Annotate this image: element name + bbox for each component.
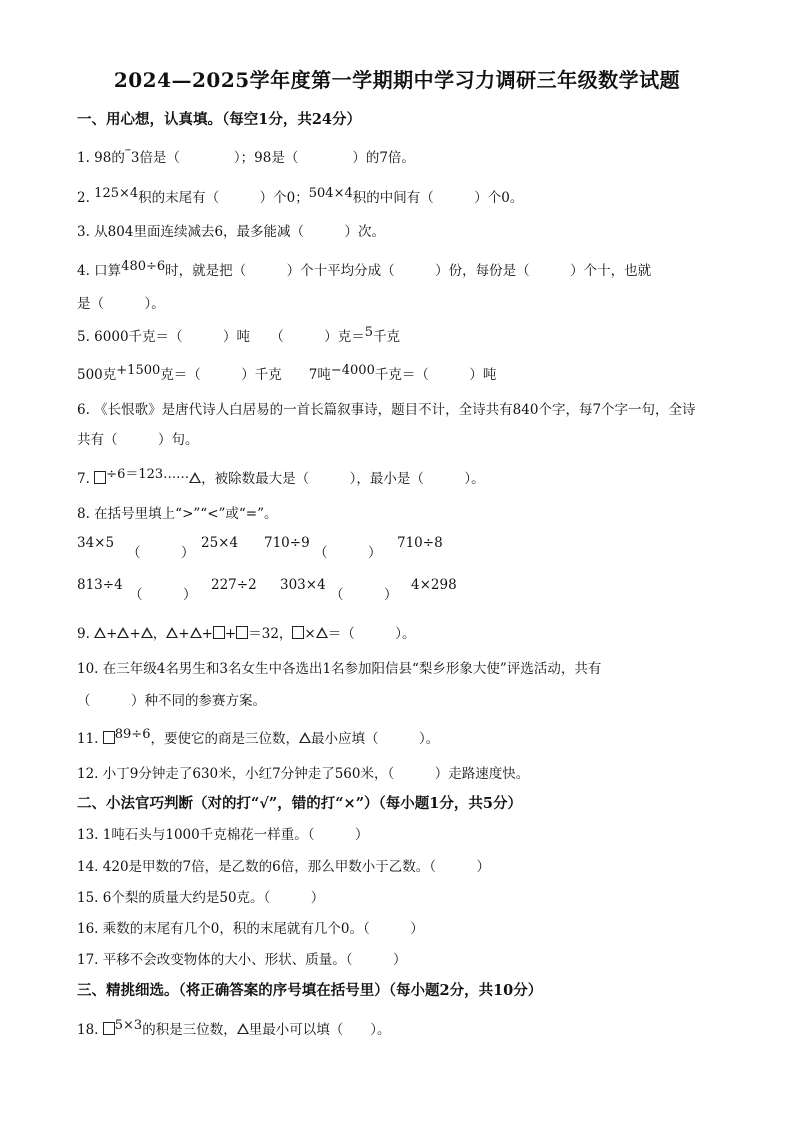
section-2-heading: 二、小法官巧判断（对的打“√”，错的打“×”）（每小题1分，共5分） bbox=[77, 795, 522, 812]
triangle-icon bbox=[237, 1023, 249, 1034]
question-14: 14. 420是甲数的7倍，是乙数的6倍，那么甲数小于乙数。（ ） bbox=[77, 859, 490, 875]
exam-page: 2024—2025学年度第一学期期中学习力调研三年级数学试题 一、用心想，认真填。（每空1分，共24分） 1. 98的⁗3倍是（ ）；98是（ ）的7倍。 2. 125×4积的末尾有（ ）个0；504×4积的中间有（ ）个0。 3. 从804里面连续减去6，最多能减（ ）次。 4. 口算480÷6时，就是把（ ）个十平均分成（ ）份，每份是（ ）个十，也就 是（ ）。 5. 6000千克＝（ ）吨 （ ）克＝5千克 500克+1500克＝（ ）千克 7吨−4000千克＝（ ）吨 6. 《长恨歌》是唐代诗人白居易的一首长篇叙事诗，题目不计，全诗共有840个字，每7个字一句，全诗 共有（ ）句。 7. ÷6＝123…… ，被除数最大是（ ），最小是（ ）。 8. 在括号里填上“>”“<”或“=”。 34×5 （ ） 25×4 710÷9 （ ） 710÷8 813÷4 （ ） 227÷2 303×4 （ ） 4×298 9. + + ， + + + ＝32， × ＝（ ）。 10. 在三年级4名男生和3名女生中各选出1名参加阳信县“梨乡形象大使”评选活动，共有 （ ）种不同的参赛方案。 11. 89÷6，要使它的商是三位数， 最小应填（ ）。 12. 小丁9分钟走了630米，小红7分钟走了560米，（ ）走路速度快。 二、小法官巧判断（对的打“√”，错的打“×”）（每小题1分，共5分） 13. 1吨石头与1000千克棉花一样重。（ ） 14. 420是甲数的7倍，是乙数的6倍，那么甲数小于乙数。（ ） 15. 6个梨的质量大约是50克。（ ） 16. 乘数的末尾有几个0，积的末尾就有几个0。（ ） 17. 平移不会改变物体的大小、形状、质量。（ ） 三、精挑细选。（将正确答案的序号填在括号里）（每小题2分，共10分） 18. 5×3的积是三位数， 里最小可以填（ ）。 bbox=[0, 0, 794, 1123]
triangle-icon bbox=[189, 472, 201, 483]
question-4-line-2: 是（ ）。 bbox=[77, 296, 165, 312]
triangle-icon bbox=[190, 627, 202, 638]
question-9: 9. + + ， + + + ＝32， × ＝（ ）。 bbox=[77, 626, 416, 642]
triangle-icon bbox=[299, 732, 311, 743]
square-box-icon bbox=[292, 626, 304, 639]
question-8-label: 8. 在括号里填上“>”“<”或“=”。 bbox=[77, 506, 278, 522]
question-12: 12. 小丁9分钟走了630米，小红7分钟走了560米，（ ）走路速度快。 bbox=[77, 766, 530, 782]
question-3: 3. 从804里面连续减去6，最多能减（ ）次。 bbox=[77, 224, 386, 240]
triangle-icon bbox=[94, 627, 106, 638]
question-6-line-1: 6. 《长恨歌》是唐代诗人白居易的一首长篇叙事诗，题目不计，全诗共有840个字，每7个字一句，全诗 bbox=[77, 402, 696, 418]
square-box-icon bbox=[103, 1022, 115, 1035]
question-5-line-2: 500克+1500克＝（ ）千克 7吨−4000千克＝（ ）吨 bbox=[77, 363, 497, 383]
triangle-icon bbox=[316, 627, 328, 638]
question-1: 1. 98的⁗3倍是（ ）；98是（ ）的7倍。 bbox=[77, 149, 415, 166]
question-17: 17. 平移不会改变物体的大小、形状、质量。（ ） bbox=[77, 952, 407, 968]
question-5-line-1: 5. 6000千克＝（ ）吨 （ ）克＝5千克 bbox=[77, 325, 401, 345]
question-7: 7. ÷6＝123…… ，被除数最大是（ ），最小是（ ）。 bbox=[77, 467, 485, 487]
question-16: 16. 乘数的末尾有几个0，积的末尾就有几个0。（ ） bbox=[77, 921, 424, 937]
question-13: 13. 1吨石头与1000千克棉花一样重。（ ） bbox=[77, 827, 369, 843]
question-6-line-2: 共有（ ）句。 bbox=[77, 432, 199, 448]
square-box-icon bbox=[94, 471, 106, 484]
square-box-icon bbox=[103, 731, 115, 744]
question-11: 11. 89÷6，要使它的商是三位数， 最小应填（ ）。 bbox=[77, 727, 440, 747]
triangle-icon bbox=[141, 627, 153, 638]
question-18: 18. 5×3的积是三位数， 里最小可以填（ ）。 bbox=[77, 1018, 391, 1038]
fraction-mark: ⁗ bbox=[124, 149, 131, 159]
question-4-line-1: 4. 口算480÷6时，就是把（ ）个十平均分成（ ）份，每份是（ ）个十，也就 bbox=[77, 259, 652, 279]
question-15: 15. 6个梨的质量大约是50克。（ ） bbox=[77, 890, 325, 906]
question-2: 2. 125×4积的末尾有（ ）个0；504×4积的中间有（ ）个0。 bbox=[77, 186, 524, 206]
square-box-icon bbox=[213, 626, 225, 639]
section-1-heading: 一、用心想，认真填。（每空1分，共24分） bbox=[77, 111, 362, 128]
triangle-icon bbox=[117, 627, 129, 638]
section-3-heading: 三、精挑细选。（将正确答案的序号填在括号里）（每小题2分，共10分） bbox=[77, 982, 543, 999]
page-title: 2024—2025学年度第一学期期中学习力调研三年级数学试题 bbox=[113, 68, 681, 92]
square-box-icon bbox=[236, 626, 248, 639]
triangle-icon bbox=[166, 627, 178, 638]
question-10-line-2: （ ）种不同的参赛方案。 bbox=[77, 693, 266, 709]
question-10-line-1: 10. 在三年级4名男生和3名女生中各选出1名参加阳信县“梨乡形象大使”评选活动，共有 bbox=[77, 661, 602, 677]
